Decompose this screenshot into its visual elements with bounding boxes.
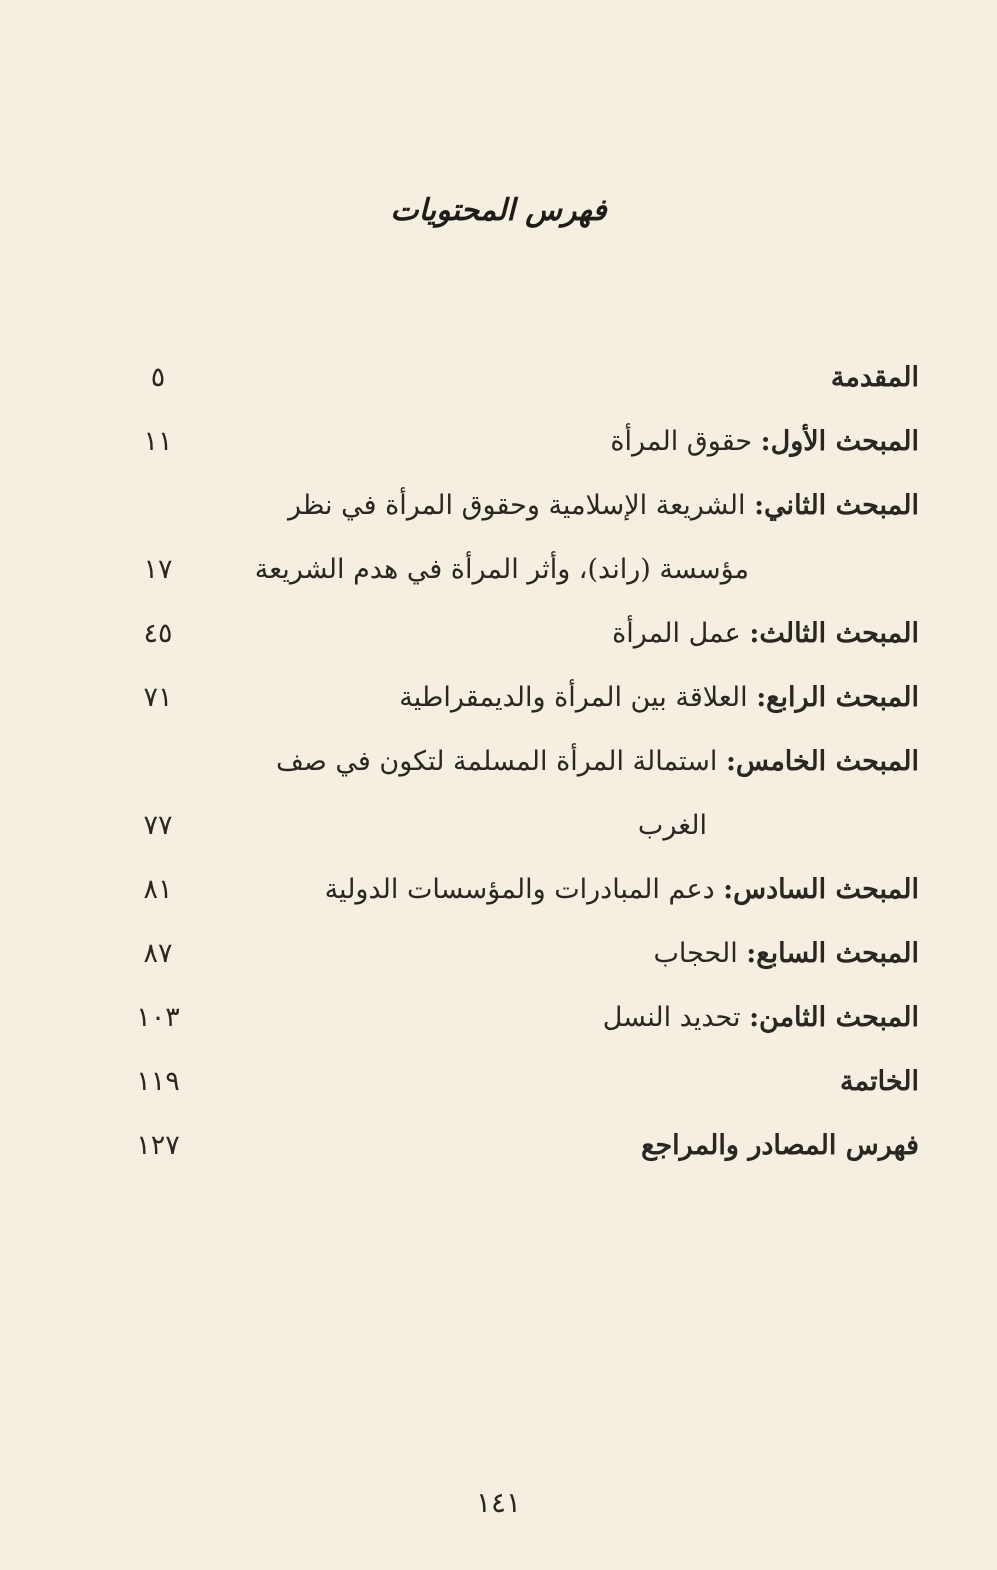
- toc-entry-chapter-5-continued: [0, 794, 997, 858]
- toc-entry-label: المقدمة: [830, 362, 919, 393]
- toc-entry-chapter-6: [0, 858, 997, 922]
- toc-entry-text: [840, 1050, 919, 1114]
- toc-page-number: ٤٥: [143, 618, 173, 649]
- toc-entry-label: المبحث الثامن:: [749, 1002, 919, 1033]
- toc-entry-label: المبحث السابع:: [746, 938, 919, 969]
- toc-entry-text: [399, 666, 919, 730]
- toc-entry-label: المبحث الأول:: [760, 426, 919, 457]
- toc-entry-title: الغرب: [637, 810, 707, 841]
- toc-entry-text: [610, 410, 919, 474]
- toc-entry-chapter-5: [0, 730, 997, 794]
- toc-entry-references: [0, 1114, 997, 1178]
- page-title: فهرس المحتويات: [390, 193, 607, 228]
- toc-entry-text: [325, 858, 919, 922]
- toc-entry-text: [638, 794, 707, 858]
- toc-entry-title: استمالة المرأة المسلمة لتكون في صف: [275, 746, 726, 777]
- toc-page-number: ١١: [143, 426, 173, 457]
- toc-entry-chapter-8: [0, 986, 997, 1050]
- toc-page-number: ١٧: [143, 554, 173, 585]
- toc-entry-chapter-2-continued: [0, 538, 997, 602]
- folio-page-number: ١٤١: [475, 1486, 522, 1519]
- toc-entry-chapter-4: [0, 666, 997, 730]
- toc-entry-text: [653, 922, 919, 986]
- toc-entry-chapter-3: [0, 602, 997, 666]
- toc-entry-label: المبحث الرابع:: [756, 682, 919, 713]
- toc-page-number: [128, 474, 188, 538]
- toc-page-number: ٨١: [143, 874, 173, 905]
- toc-entry-chapter-7: [0, 922, 997, 986]
- toc-entry-text: [612, 602, 919, 666]
- toc-entry-title: حقوق المرأة: [610, 426, 761, 457]
- toc-entry-label: المبحث الخامس:: [725, 746, 919, 777]
- toc-page-number: ٧١: [143, 682, 173, 713]
- toc-entry-label: فهرس المصادر والمراجع: [641, 1130, 919, 1161]
- toc-entry-text: [603, 986, 919, 1050]
- toc-page-number: ٥: [150, 362, 166, 393]
- toc-page-number: ٧٧: [143, 810, 173, 841]
- toc-entry-title: مؤسسة (راند)، وأثر المرأة في هدم الشريعة: [254, 554, 749, 585]
- toc-page-number: ١٢٧: [136, 1130, 180, 1161]
- toc-entry-conclusion: [0, 1050, 997, 1114]
- table-of-contents: [0, 346, 997, 1178]
- toc-entry-chapter-1: [0, 410, 997, 474]
- toc-entry-label: المبحث السادس:: [723, 874, 919, 905]
- toc-page-number: ١٠٣: [136, 1002, 180, 1033]
- toc-page-number: ١١٩: [136, 1066, 180, 1097]
- toc-entry-text: [641, 1114, 919, 1178]
- toc-entry-label: الخاتمة: [840, 1066, 919, 1097]
- toc-entry-title: الشريعة الإسلامية وحقوق المرأة في نظر: [287, 490, 755, 521]
- toc-entry-title: تحديد النسل: [602, 1002, 750, 1033]
- toc-entry-introduction: [0, 346, 997, 410]
- toc-entry-title: عمل المرأة: [612, 618, 750, 649]
- toc-page-number: ٨٧: [143, 938, 173, 969]
- toc-entry-title: دعم المبادرات والمؤسسات الدولية: [324, 874, 724, 905]
- toc-page-number: [128, 730, 188, 794]
- toc-entry-text: [288, 474, 919, 538]
- toc-entry-label: المبحث الثاني:: [754, 490, 919, 521]
- toc-entry-chapter-2: [0, 474, 997, 538]
- toc-entry-label: المبحث الثالث:: [749, 618, 919, 649]
- toc-entry-text: [276, 730, 919, 794]
- toc-entry-text: [831, 346, 919, 410]
- toc-entry-text: [255, 538, 749, 602]
- toc-entry-title: الحجاب: [653, 938, 747, 969]
- toc-entry-title: العلاقة بين المرأة والديمقراطية: [399, 682, 757, 713]
